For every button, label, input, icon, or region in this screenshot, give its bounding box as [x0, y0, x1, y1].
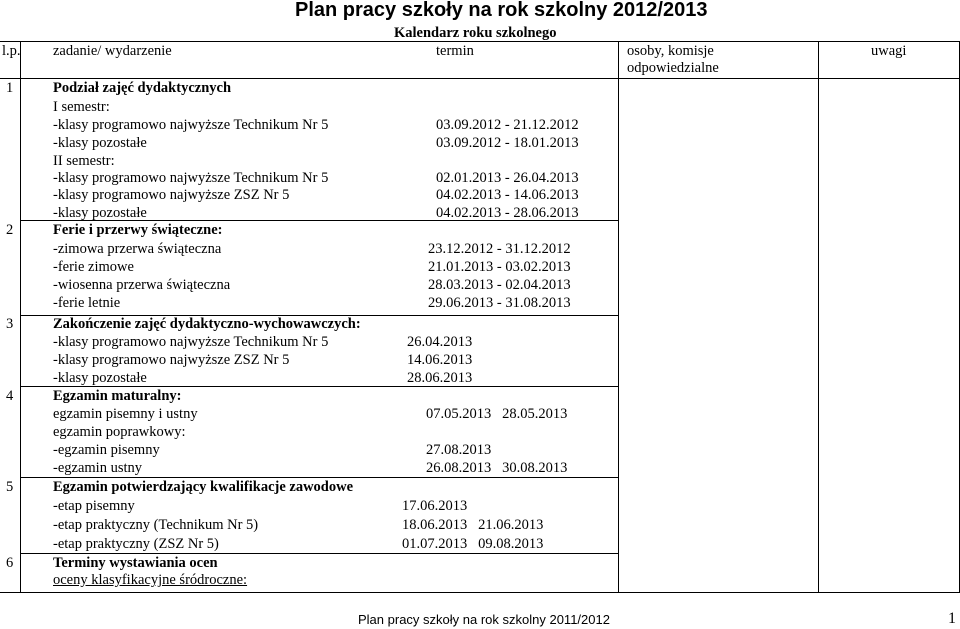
term-cell: 21.01.2013 - 03.02.2013	[428, 259, 571, 275]
term-cell: 03.09.2012 - 18.01.2013	[436, 135, 579, 151]
section-title: Zakończenie zajęć dydaktyczno-wychowawczych:	[53, 316, 361, 332]
term-cell: 01.07.2013 09.08.2013	[402, 536, 544, 552]
section-title: Podział zajęć dydaktycznych	[53, 80, 232, 96]
task-cell: -zimowa przerwa świąteczna	[53, 241, 222, 257]
task-cell: -etap pisemny	[53, 498, 135, 514]
term-cell: 07.05.2013 28.05.2013	[426, 406, 568, 422]
term-cell: 23.12.2012 - 31.12.2012	[428, 241, 571, 257]
section-number: 1	[6, 80, 14, 96]
term-cell: 03.09.2012 - 21.12.2012	[436, 117, 579, 133]
term-cell: 26.04.2013	[407, 334, 473, 350]
task-cell: -ferie zimowe	[53, 259, 134, 275]
section-number: 5	[6, 479, 14, 495]
section-number: 2	[6, 222, 14, 238]
term-cell: 04.02.2013 - 14.06.2013	[436, 187, 579, 203]
header-lp: l.p.	[2, 43, 21, 59]
section-title: Ferie i przerwy świąteczne:	[53, 222, 223, 238]
term-cell: 27.08.2013	[426, 442, 492, 458]
section-number: 4	[6, 388, 14, 404]
task-cell: -klasy programowo najwyższe Technikum Nr 5	[53, 334, 329, 350]
header-notes: uwagi	[871, 43, 907, 59]
task-cell: egzamin pisemny i ustny	[53, 406, 198, 422]
header-task: zadanie/ wydarzenie	[53, 43, 172, 59]
task-cell: -etap praktyczny (Technikum Nr 5)	[53, 517, 259, 533]
task-cell: II semestr:	[53, 153, 115, 169]
page-title: Plan pracy szkoły na rok szkolny 2012/2013	[295, 0, 708, 21]
task-cell: -wiosenna przerwa świąteczna	[53, 277, 231, 293]
task-cell: -klasy pozostałe	[53, 370, 147, 386]
section-title: Egzamin potwierdzający kwalifikacje zawodowe	[53, 479, 354, 495]
task-cell: -klasy programowo najwyższe Technikum Nr 5	[53, 170, 329, 186]
page-footer: Plan pracy szkoły na rok szkolny 2011/2012	[358, 612, 610, 627]
task-cell: -klasy pozostałe	[53, 135, 147, 151]
term-cell: 17.06.2013	[402, 498, 468, 514]
task-cell: I semestr:	[53, 99, 110, 115]
page-number: 1	[948, 610, 956, 627]
task-cell: -egzamin ustny	[53, 460, 142, 476]
header-persons-line2: odpowiedzialne	[627, 60, 719, 76]
task-cell: egzamin poprawkowy:	[53, 424, 186, 440]
term-cell: 26.08.2013 30.08.2013	[426, 460, 568, 476]
term-cell: 02.01.2013 - 26.04.2013	[436, 170, 579, 186]
task-cell: -egzamin pisemny	[53, 442, 160, 458]
term-cell: 29.06.2013 - 31.08.2013	[428, 295, 571, 311]
term-cell: 28.06.2013	[407, 370, 473, 386]
section-title: Egzamin maturalny:	[53, 388, 182, 404]
task-cell: oceny klasyfikacyjne śródroczne:	[53, 572, 248, 588]
header-persons: osoby, komisje	[627, 43, 714, 59]
task-cell: -klasy programowo najwyższe ZSZ Nr 5	[53, 352, 290, 368]
term-cell: 18.06.2013 21.06.2013	[402, 517, 544, 533]
task-cell: -klasy programowo najwyższe Technikum Nr 5	[53, 117, 329, 133]
header-term: termin	[436, 43, 474, 59]
term-cell: 14.06.2013	[407, 352, 473, 368]
section-title: Terminy wystawiania ocen	[53, 555, 218, 571]
section-number: 6	[6, 555, 14, 571]
term-cell: 04.02.2013 - 28.06.2013	[436, 205, 579, 221]
task-cell: -klasy programowo najwyższe ZSZ Nr 5	[53, 187, 290, 203]
task-cell: -klasy pozostałe	[53, 205, 147, 221]
page-subtitle: Kalendarz roku szkolnego	[394, 25, 557, 41]
term-cell: 28.03.2013 - 02.04.2013	[428, 277, 571, 293]
task-cell: -ferie letnie	[53, 295, 121, 311]
task-cell: -etap praktyczny (ZSZ Nr 5)	[53, 536, 219, 552]
section-number: 3	[6, 316, 14, 332]
